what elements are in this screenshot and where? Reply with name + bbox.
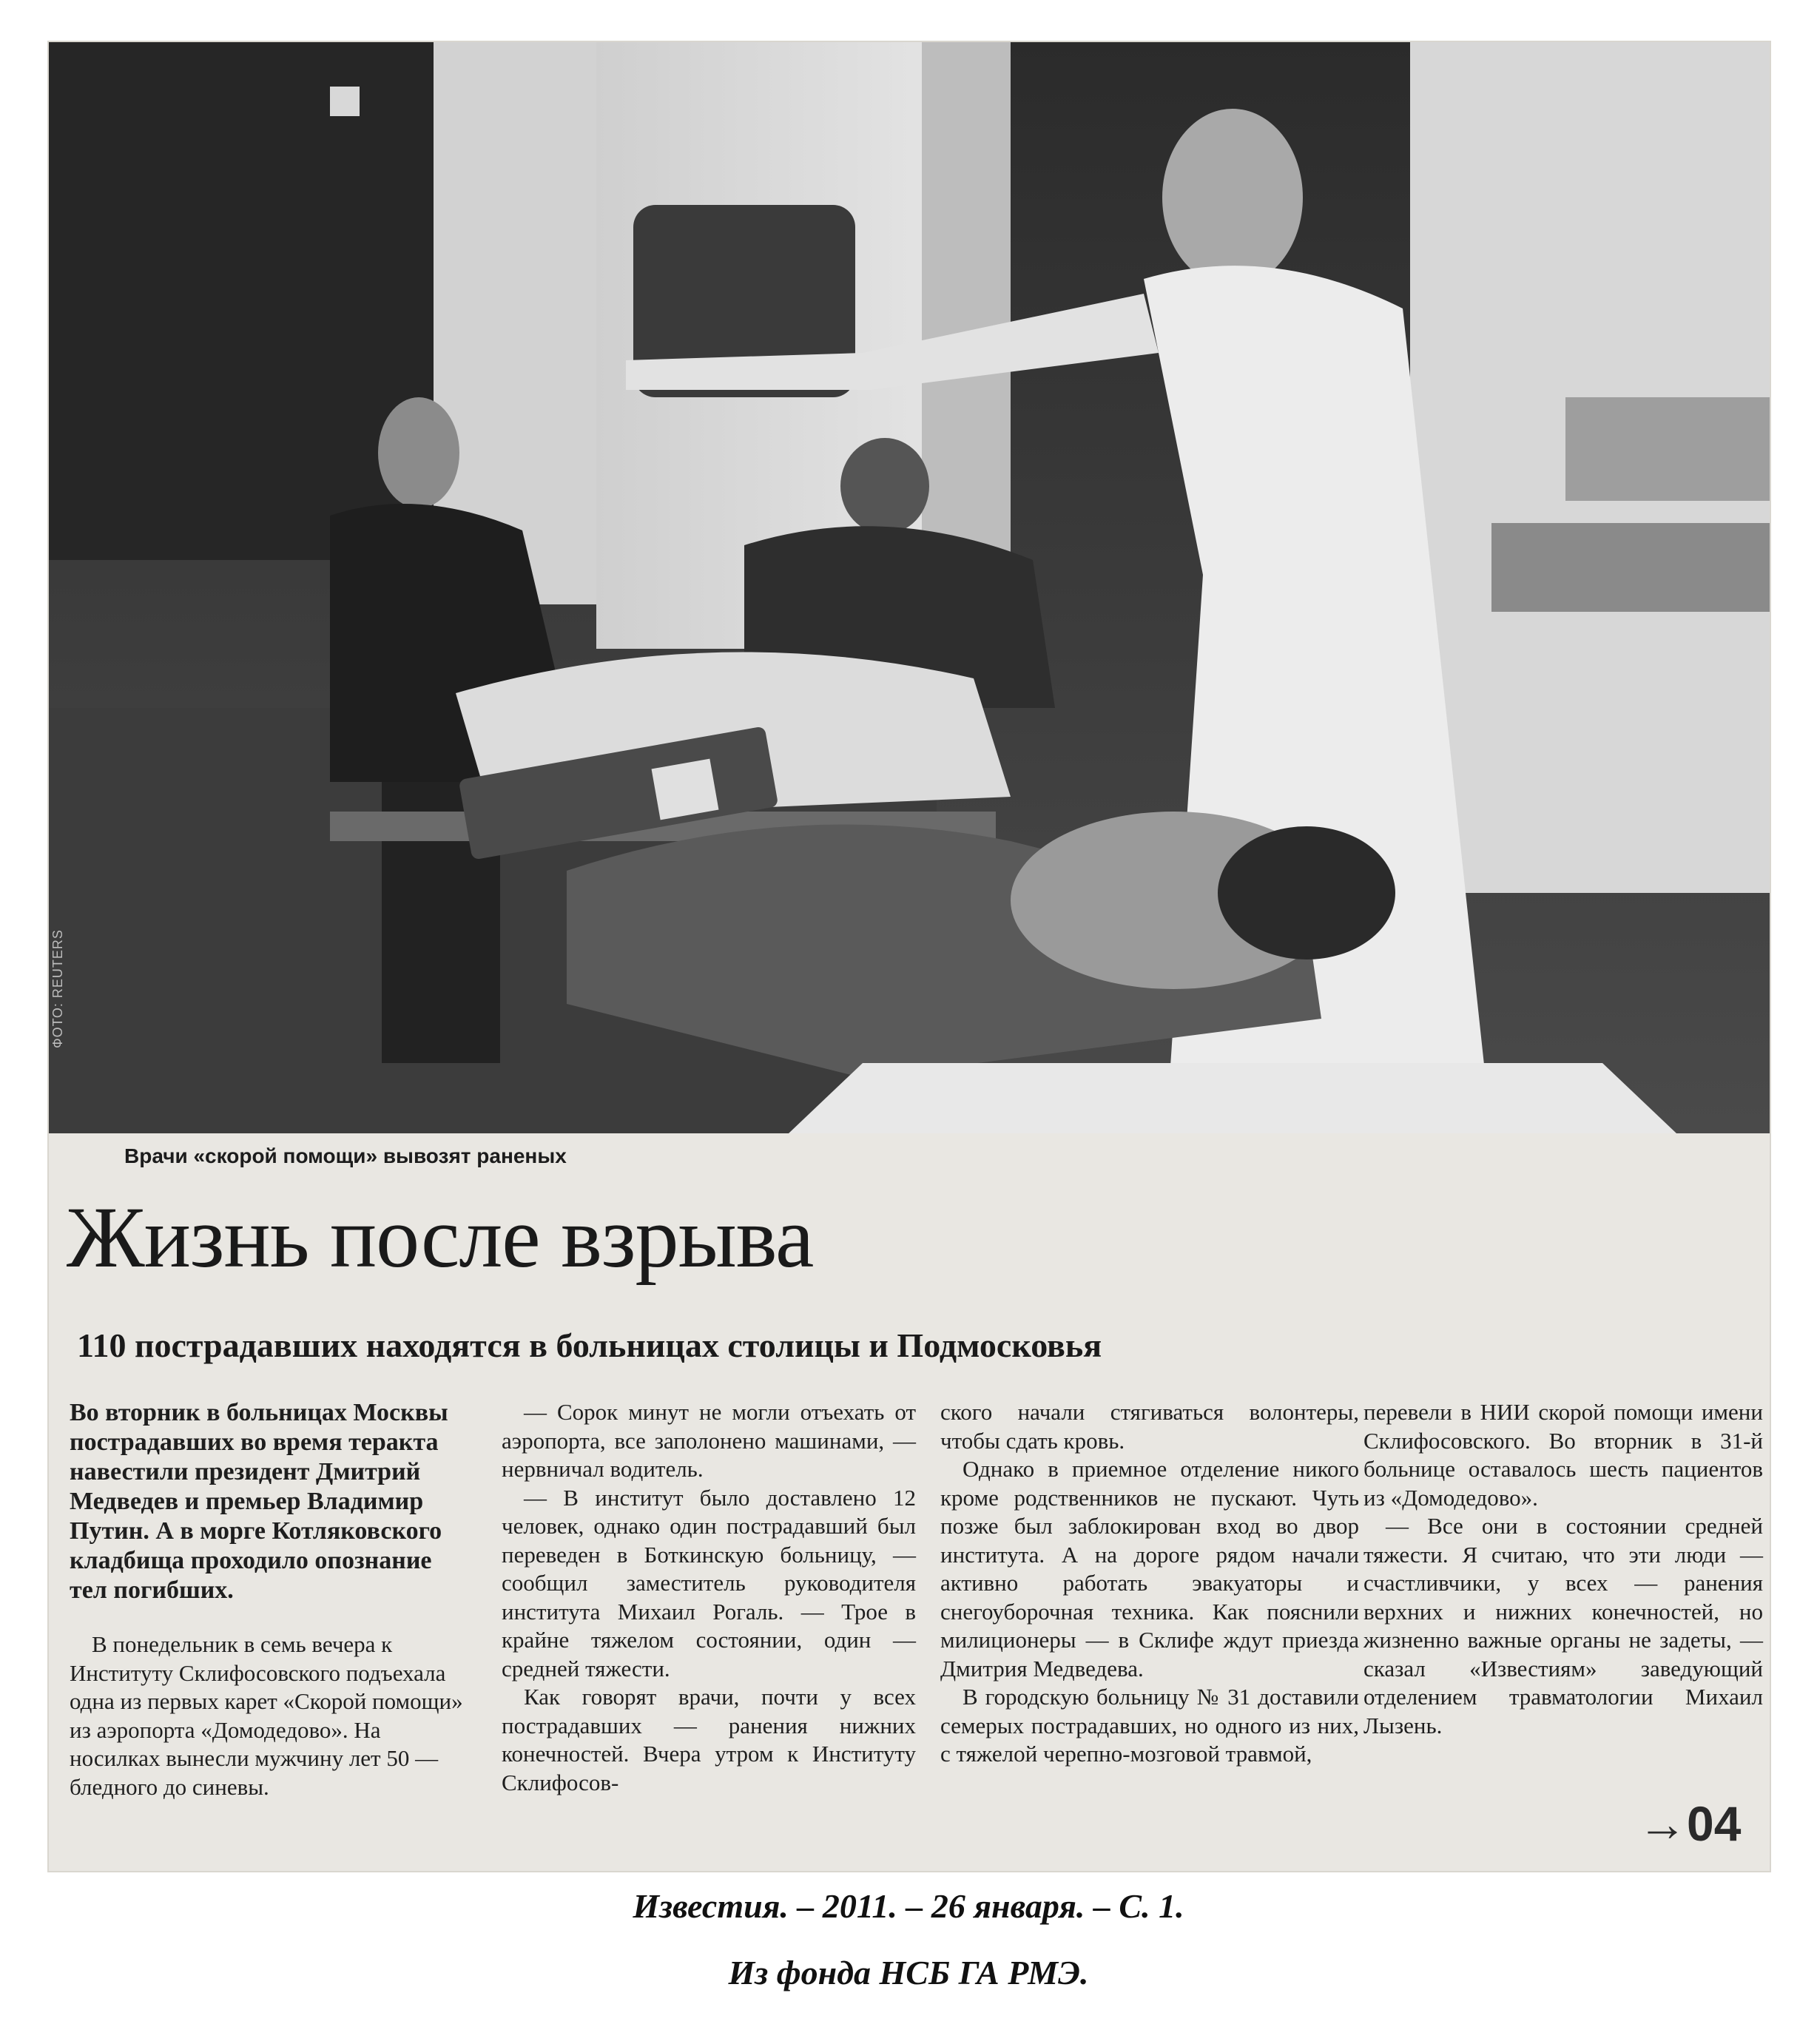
article-column-4	[1363, 1398, 1763, 1740]
photo-illustration	[49, 42, 1770, 1133]
body-paragraph: ского начали стягиваться волонтеры, чтобы сдать кровь.	[940, 1399, 1359, 1454]
article-column-2	[502, 1398, 916, 1797]
article-photo	[49, 42, 1770, 1133]
source-citation: Известия. – 2011. – 26 января. – С. 1.	[633, 1887, 1184, 1925]
body-paragraph: — Сорок минут не могли отъехать от аэропорта, все заполонено машинами, — нервничал водитель.	[502, 1399, 916, 1482]
subheadline: 110 пострадавших находятся в больницах столицы и Подмосковья	[77, 1326, 1102, 1364]
lead-paragraph: Во вторник в больницах Москвы пострадавших во время теракта навестили президент Дмитрий Медведев и премьер Владимир Путин. А в морге Котляковского кладбища проходило опознание тел погибших.	[70, 1399, 448, 1604]
headline: Жизнь после взрыва	[67, 1189, 814, 1286]
article-column-3	[940, 1398, 1359, 1769]
body-paragraph: В понедельник в семь вечера к Институту Склифосовского подъехала одна из первых карет «Скорой помощи» из аэропорта «Домодедово». На носилках вынесли мужчину лет 50 — бледного до синевы.	[70, 1631, 463, 1800]
newspaper-clipping	[49, 42, 1770, 1871]
article-column-1	[70, 1398, 473, 1801]
photo-credit: ФОТО: REUTERS	[50, 929, 65, 1048]
archive-note: Из фонда НСБ ГА РМЭ.	[728, 1954, 1089, 1991]
body-paragraph: — В институт было доставлено 12 человек, однако один пострадавший был переведен в Боткинскую больницу, — сообщил заместитель руководителя института Михаил Рогаль. — Трое в крайне тяжелом состоянии, один — средней тяжести.	[502, 1484, 916, 1682]
continued-page-reference: →04	[1638, 1796, 1742, 1851]
body-paragraph: В городскую больницу № 31 доставили семерых пострадавших, но одного из них, с тяжелой черепно-мозговой травмой,	[940, 1684, 1359, 1767]
body-paragraph: — Все они в состоянии средней тяжести. Я считаю, что эти люди — счастливчики, у всех — ранения верхних и нижних конечностей, но жизненно важные органы не задеты, — сказал «Известиям» заведующий отделением травматологии Михаил Лызень.	[1363, 1513, 1763, 1738]
body-paragraph: перевели в НИИ скорой помощи имени Склифосовского. Во вторник в 31-й больнице оставалось шесть пациентов из «Домодедово».	[1363, 1399, 1763, 1511]
body-paragraph: Как говорят врачи, почти у всех пострадавших — ранения нижних конечностей. Вчера утром к Институту Склифосов-	[502, 1684, 916, 1795]
photo-caption: Врачи «скорой помощи» вывозят раненых	[124, 1144, 567, 1167]
body-paragraph: Однако в приемное отделение никого кроме родственников не пускают. Чуть позже был заблокирован вход во двор института. А на дороге рядом начали активно работать эвакуаторы и снегоуборочная техника. Как пояснили милиционеры — в Склифе ждут приезда Дмитрия Медведева.	[940, 1456, 1359, 1682]
